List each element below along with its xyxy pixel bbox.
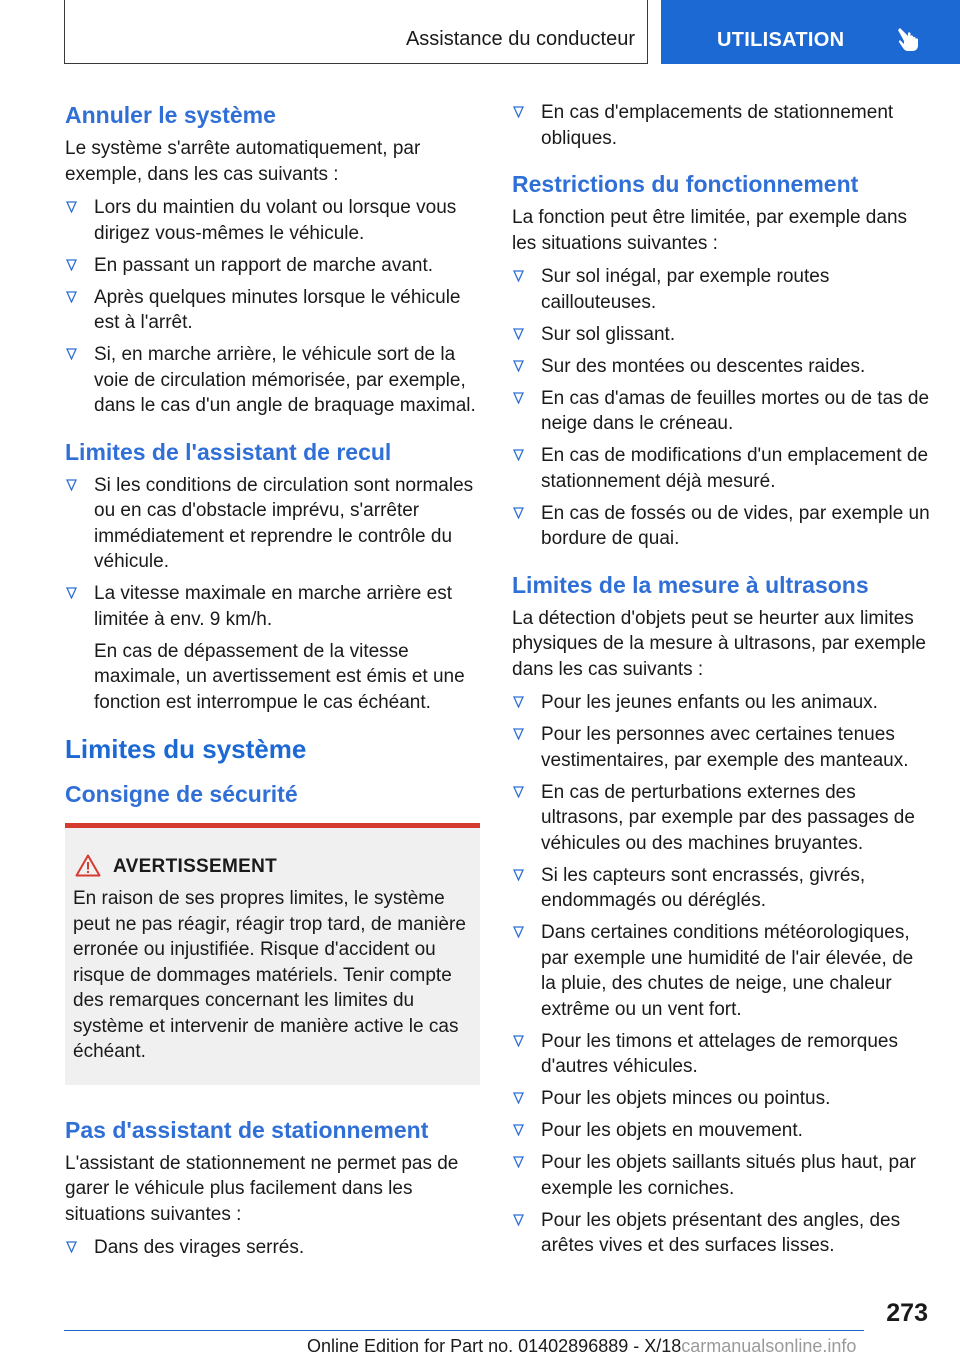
bullet-triangle-icon: [66, 1241, 77, 1253]
recul-list: [65, 473, 480, 716]
list-item: Pour les objets saillants situés plus haut, par exemple les corniches.: [512, 1150, 932, 1201]
bullet-triangle-icon: [513, 106, 524, 118]
list-item: Dans certaines conditions météorologiques, par exemple une humidité de l'air élevée, de la pluie, des chutes de neige, une chaleur extrême ou un vent fort.: [512, 920, 932, 1022]
list-item: Pour les objets en mouvement.: [512, 1118, 932, 1144]
header-section-title: Assistance du conducteur: [405, 28, 635, 50]
list-item: Sur des montées ou descentes raides.: [512, 354, 932, 380]
bullet-triangle-icon: [513, 728, 524, 740]
warning-box: [65, 823, 480, 1085]
bullet-triangle-icon: [513, 1214, 524, 1226]
list-item: En cas d'amas de feuilles mortes ou de tas de neige dans le créneau.: [512, 386, 932, 437]
list-item: Sur sol glissant.: [512, 322, 932, 348]
pas-list: [65, 1235, 480, 1261]
bullet-triangle-icon: [513, 449, 524, 461]
header-chapter-tab: [661, 0, 960, 64]
heading-ultrasons: Limites de la mesure à ultrasons: [512, 571, 869, 598]
list-item: Sur sol inégal, par exemple routes caillouteuses.: [512, 264, 932, 315]
bullet-triangle-icon: [513, 1156, 524, 1168]
bullet-triangle-icon: [66, 587, 77, 599]
list-item: Pour les jeunes enfants ou les animaux.: [512, 690, 932, 716]
bullet-triangle-icon: [66, 259, 77, 271]
bullet-triangle-icon: [513, 360, 524, 372]
left-column: [65, 100, 480, 1279]
annuler-intro: Le système s'arrête automatiquement, par exemple, dans les cas suivants :: [65, 138, 421, 185]
list-item: Dans des virages serrés.: [65, 1235, 480, 1261]
bullet-triangle-icon: [513, 328, 524, 340]
warning-header: [73, 854, 472, 882]
footer-divider: [64, 1330, 864, 1331]
list-item: En cas d'emplacements de stationnement obliques.: [512, 100, 932, 151]
bullet-triangle-icon: [66, 201, 77, 213]
pas-list-continued: [512, 100, 932, 151]
list-item: En cas de modifications d'un emplacement de stationnement déjà mesuré.: [512, 443, 932, 494]
restrictions-list: [512, 264, 932, 552]
pointing-hand-icon: [895, 26, 921, 52]
heading-consigne: Consigne de sécurité: [65, 781, 298, 807]
bullet-triangle-icon: [513, 392, 524, 404]
recul-item2-detail: En cas de dépassement de la vitesse maximale, un avertissement est émis et une fonction est interrompue le cas échéant.: [94, 640, 465, 713]
list-item: Pour les personnes avec certaines tenues vestimentaires, par exemple des manteaux.: [512, 722, 932, 773]
list-item: En cas de perturbations externes des ultrasons, par exemple par des passages de véhicules ou des machines bruyantes.: [512, 780, 932, 857]
annuler-list: [65, 195, 480, 419]
bullet-triangle-icon: [513, 1092, 524, 1104]
header-chapter-title: UTILISATION: [717, 29, 845, 51]
list-item: Lors du maintien du volant ou lorsque vous dirigez vous-mêmes le véhicule.: [65, 195, 480, 246]
list-item: Après quelques minutes lorsque le véhicule est à l'arrêt.: [65, 285, 480, 336]
list-item: Si les capteurs sont encrassés, givrés, endommagés ou déréglés.: [512, 863, 932, 914]
list-item: La vitesse maximale en marche arrière est limitée à env. 9 km/h. En cas de dépassement de la vitesse maximale, un avertissement est émis et une fonction est interrompue le cas échéant.: [65, 581, 480, 715]
list-item: En passant un rapport de marche avant.: [65, 253, 480, 279]
bullet-triangle-icon: [513, 869, 524, 881]
ultrasons-list: [512, 690, 932, 1259]
bullet-triangle-icon: [513, 926, 524, 938]
heading-pas-assistant: Pas d'assistant de stationnement: [65, 1116, 429, 1143]
heading-limites: Limites du système: [65, 734, 307, 764]
list-item: Pour les objets minces ou pointus.: [512, 1086, 932, 1112]
list-item: Pour les timons et attelages de remorques d'autres véhicules.: [512, 1029, 932, 1080]
bullet-triangle-icon: [513, 786, 524, 798]
restrictions-intro: La fonction peut être limitée, par exemple dans les situations suivantes :: [512, 207, 908, 254]
bullet-triangle-icon: [513, 507, 524, 519]
warning-title: AVERTISSEMENT: [113, 856, 278, 877]
footer-watermark: carmanualsonline.info: [681, 1336, 857, 1356]
bullet-triangle-icon: [513, 270, 524, 282]
warning-triangle-icon: [75, 854, 101, 877]
footer-edition: Online Edition for Part no. 01402896889 - X/18carmanualsonline.info: [307, 1336, 857, 1356]
pas-intro: L'assistant de stationnement ne permet pas de garer le véhicule plus facilement dans les situations suivantes :: [65, 1152, 459, 1225]
bullet-triangle-icon: [513, 696, 524, 708]
page-number: 273: [886, 1299, 928, 1327]
heading-restrictions: Restrictions du fonctionnement: [512, 171, 859, 197]
list-item: Pour les objets présentant des angles, des arêtes vives et des surfaces lisses.: [512, 1208, 932, 1259]
list-item: Si les conditions de circulation sont normales ou en cas d'obstacle imprévu, s'arrêter immédiatement et reprendre le contrôle du véhicule.: [65, 473, 480, 575]
heading-annuler: Annuler le système: [65, 102, 276, 128]
header-section-box: [64, 0, 648, 64]
bullet-triangle-icon: [66, 479, 77, 491]
warning-text: En raison de ses propres limites, le système peut ne pas réagir, réagir trop tard, de manière erronée ou injustifiée. Risque d'accident ou risque de dommages matériels. Tenir compte des remarques concernant les limites du système et intervenir de manière active le cas échéant.: [73, 888, 466, 1062]
heading-recul: Limites de l'assistant de recul: [65, 438, 392, 465]
bullet-triangle-icon: [66, 348, 77, 360]
ultrasons-intro: La détection d'objets peut se heurter aux limites physiques de la mesure à ultrasons, par exemple dans les cas suivants :: [512, 607, 927, 680]
bullet-triangle-icon: [66, 291, 77, 303]
list-item: En cas de fossés ou de vides, par exemple un bordure de quai.: [512, 501, 932, 552]
bullet-triangle-icon: [513, 1124, 524, 1136]
bullet-triangle-icon: [513, 1035, 524, 1047]
list-item: Si, en marche arrière, le véhicule sort de la voie de circulation mémorisée, par exemple, dans le cas d'un angle de braquage maximal.: [65, 342, 480, 419]
right-column: [512, 100, 932, 1277]
